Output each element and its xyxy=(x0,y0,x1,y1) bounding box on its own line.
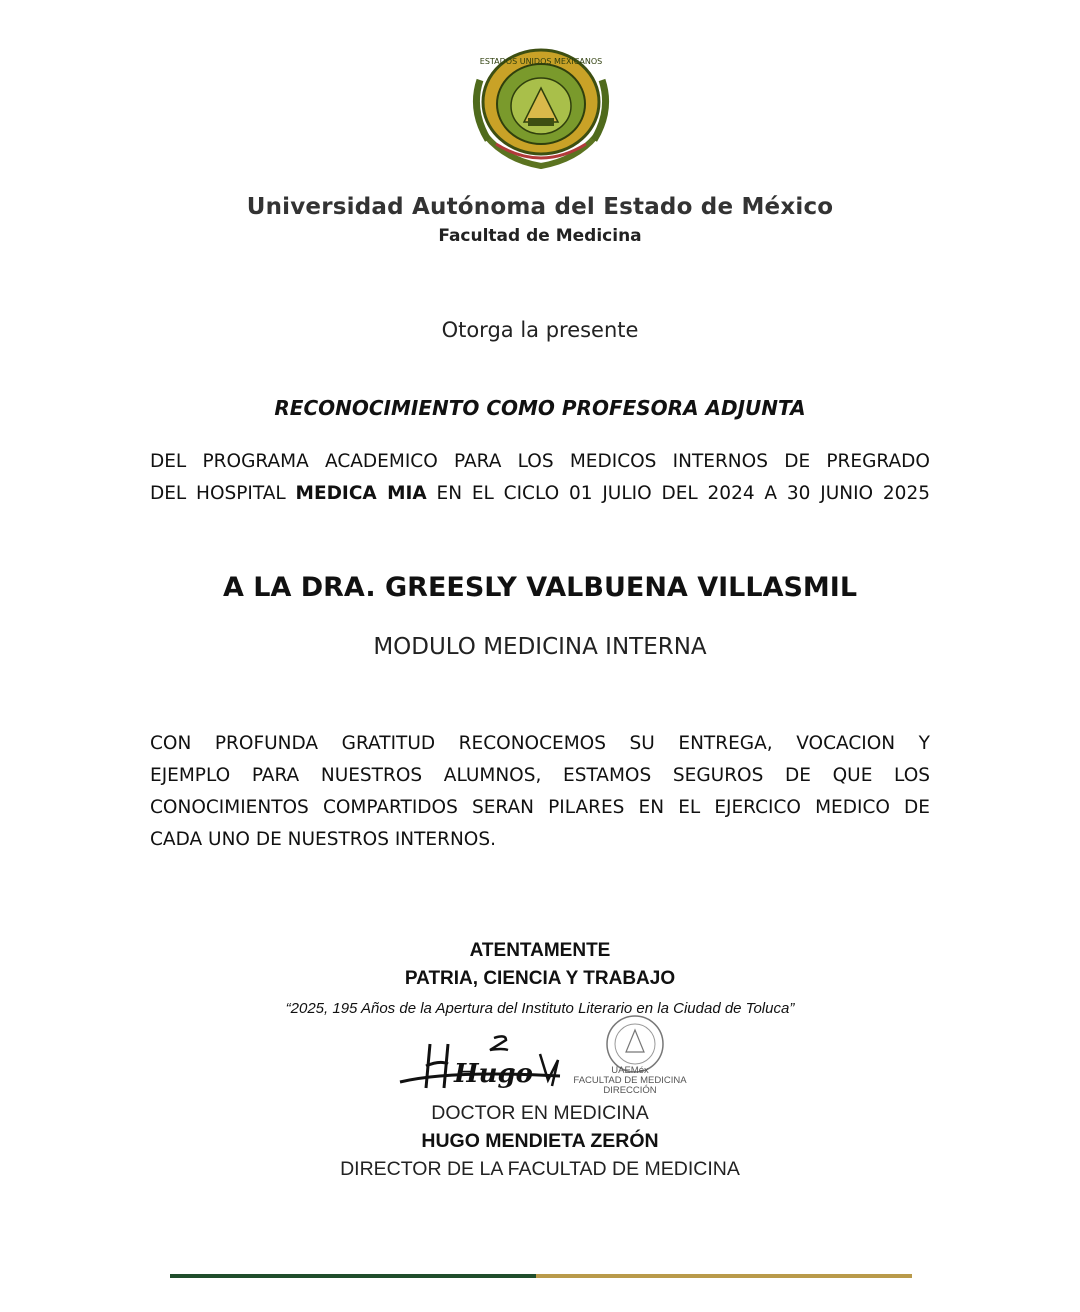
program-line-2 xyxy=(150,478,930,510)
faculty-name: Facultad de Medicina xyxy=(438,226,642,246)
stamp-text xyxy=(560,1066,700,1096)
hospital-name: MEDICA MIA xyxy=(295,483,427,504)
recipient-name: A LA DRA. GREESLY VALBUENA VILLASMIL xyxy=(222,572,858,603)
recognition-title: RECONOCIMIENTO COMO PROFESORA ADJUNTA xyxy=(274,396,806,420)
gratitude-line-1: CON PROFUNDA GRATITUD RECONOCEMOS SU ENTREGA, VOCACION Y xyxy=(150,733,930,754)
director-name: HUGO MENDIETA ZERÓN xyxy=(421,1130,659,1152)
gratitude-line-4: CADA UNO DE NUESTROS INTERNOS. xyxy=(150,829,496,850)
stamp-line-1: UAEMéx xyxy=(611,1065,649,1076)
year-quote: “2025, 195 Años de la Apertura del Instituto Literario en la Ciudad de Toluca” xyxy=(285,1000,795,1017)
intro-text: Otorga la presente xyxy=(441,318,639,342)
stamp-line-2: FACULTAD DE MEDICINA xyxy=(573,1075,687,1086)
seal-text: ESTADOS UNIDOS MEXICANOS xyxy=(479,57,603,66)
university-motto: PATRIA, CIENCIA Y TRABAJO xyxy=(404,968,676,989)
university-name: Universidad Autónoma del Estado de México xyxy=(246,194,834,220)
footer-divider xyxy=(170,1274,912,1278)
gratitude-line-3: CONOCIMIENTOS COMPARTIDOS SERAN PILARES EN EL EJERCICO MEDICO DE xyxy=(150,797,930,818)
program-line-1: DEL PROGRAMA ACADEMICO PARA LOS MEDICOS INTERNOS DE PREGRADO xyxy=(150,451,930,472)
closing-salutation: ATENTAMENTE xyxy=(469,940,611,961)
director-role: DIRECTOR DE LA FACULTAD DE MEDICINA xyxy=(340,1158,740,1180)
program-line-2-post: EN EL CICLO 01 JULIO DEL 2024 A 30 JUNIO 2025 xyxy=(426,483,930,504)
gratitude-line-2: EJEMPLO PARA NUESTROS ALUMNOS, ESTAMOS SEGUROS DE QUE LOS xyxy=(150,765,930,786)
doctor-title: DOCTOR EN MEDICINA xyxy=(431,1102,649,1124)
university-seal-logo xyxy=(466,40,616,180)
program-line-2-pre: DEL HOSPITAL xyxy=(150,483,296,504)
signature-text: Hugo xyxy=(454,1059,533,1089)
director-signature xyxy=(390,1030,580,1100)
stamp-line-3: DIRECCIÓN xyxy=(603,1085,657,1096)
module-name: MODULO MEDICINA INTERNA xyxy=(373,634,707,660)
